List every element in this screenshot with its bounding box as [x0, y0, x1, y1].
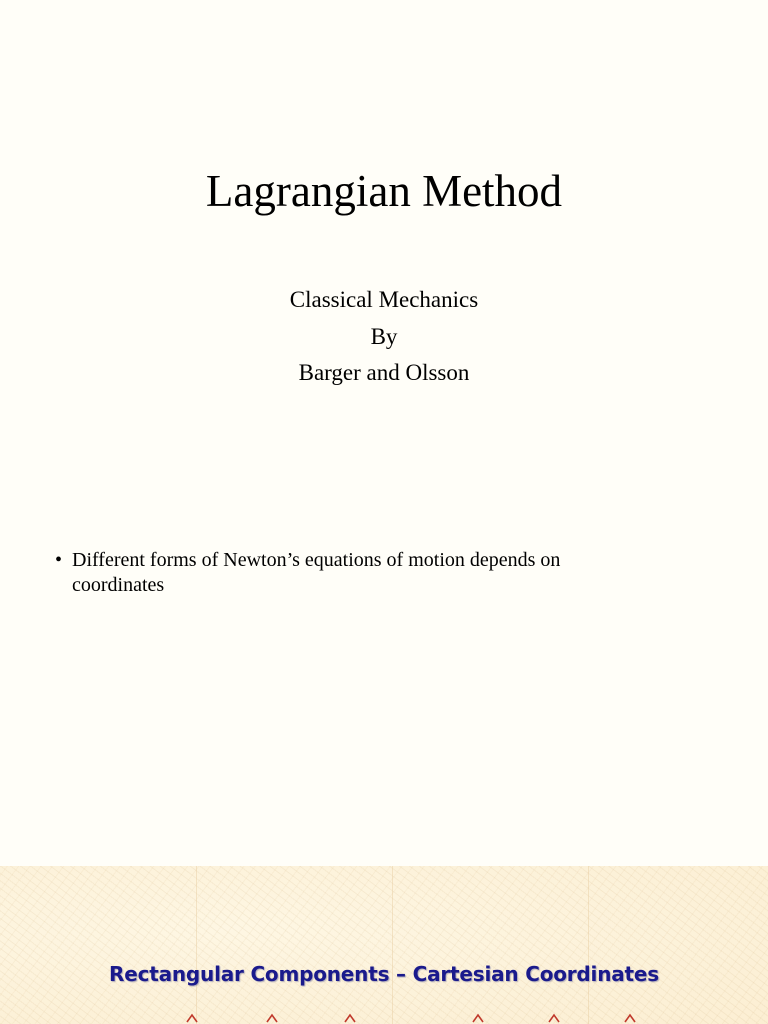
caret-hat-icon: [266, 1012, 278, 1024]
caret-hat-icon: [186, 1012, 198, 1024]
unit-vector-hats: [0, 1012, 768, 1024]
subtitle-by: By: [370, 324, 398, 349]
caret-hat-icon: [472, 1012, 484, 1024]
texture-seam: [588, 866, 589, 1024]
bullet-line-2: coordinates: [72, 574, 165, 596]
slide-cartesian-coordinates: [0, 866, 768, 1024]
bullet-marker: •: [55, 549, 63, 571]
subtitle-book: Classical Mechanics: [289, 287, 479, 312]
slide2-title: Rectangular Components – Cartesian Coordinates: [109, 962, 659, 986]
caret-hat-icon: [344, 1012, 356, 1024]
bullet-line-1: Different forms of Newton’s equations of motion depends on: [72, 549, 561, 571]
texture-seam: [196, 866, 197, 1024]
caret-hat-icon: [624, 1012, 636, 1024]
slide-title: Lagrangian Method: [205, 166, 563, 216]
caret-hat-icon: [548, 1012, 560, 1024]
bullet-text: [72, 548, 692, 598]
subtitle-authors: Barger and Olsson: [298, 360, 470, 385]
texture-seam: [392, 866, 393, 1024]
